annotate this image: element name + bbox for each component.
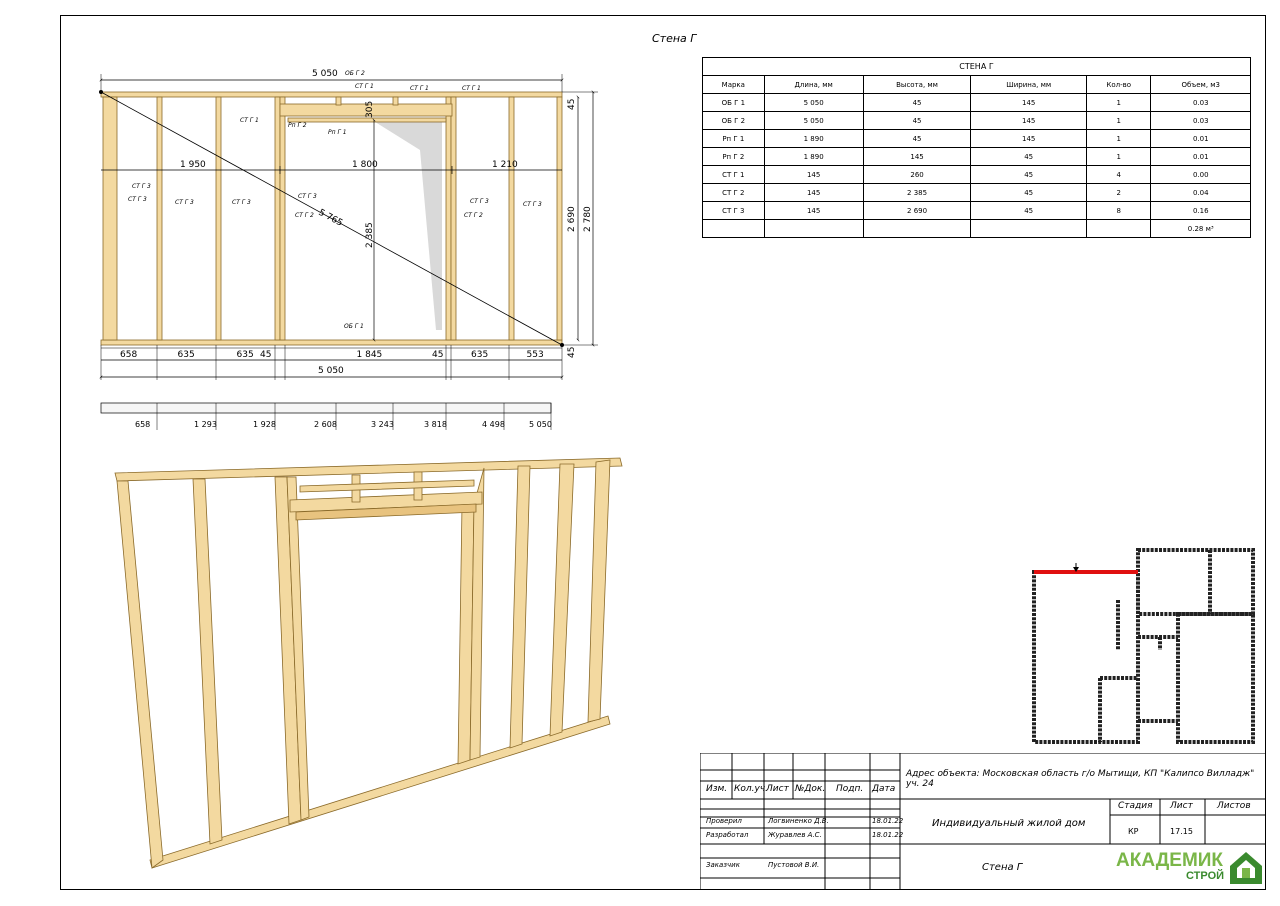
table-cell: 145 — [764, 202, 863, 220]
table-header-cell: Длина, мм — [764, 76, 863, 94]
table-cell: 45 — [971, 148, 1086, 166]
iso-stud — [588, 460, 610, 722]
project-name: Индивидуальный жилой дом — [932, 818, 1086, 829]
title-block-role: Проверил — [706, 817, 742, 825]
stud — [275, 97, 280, 340]
logo-line1: АКАДЕМИК — [1116, 850, 1224, 871]
title-block-col-header: Изм. — [706, 784, 728, 794]
bottom-dim-value: 635 — [177, 350, 195, 360]
stud — [157, 97, 162, 340]
strip-cumulative-value: 1 293 — [194, 420, 217, 429]
bottom-dim-value: 1 845 — [356, 350, 383, 360]
sheet-title: Стена Г — [652, 32, 697, 45]
strip-cumulative-value: 1 928 — [253, 420, 276, 429]
bottom-dim-value: 45 — [432, 350, 444, 360]
tag-st-g2-b: СТ Г 2 — [464, 212, 483, 219]
dim-plate-top: 45 — [567, 98, 577, 110]
table-cell: 1 — [1086, 148, 1151, 166]
table-header-cell: Кол-во — [1086, 76, 1151, 94]
dim-header: 305 — [365, 100, 375, 118]
table-cell: 145 — [764, 184, 863, 202]
bottom-dim-value: 658 — [120, 350, 138, 360]
table-caption: СТЕНА Г — [703, 58, 1251, 76]
table-cell: 0.00 — [1151, 166, 1251, 184]
stud — [446, 97, 451, 340]
table-cell: 1 — [1086, 112, 1151, 130]
table-cell: 45 — [863, 112, 971, 130]
tag-st-g3-e: СТ Г 3 — [298, 193, 317, 200]
table-cell: 145 — [764, 166, 863, 184]
iso-stud — [117, 481, 163, 868]
table-cell: 5 050 — [764, 94, 863, 112]
logo-house-icon — [1228, 850, 1264, 886]
tag-st-g3-b: СТ Г 3 — [128, 196, 147, 203]
table-cell: 2 385 — [863, 184, 971, 202]
dim-total-height: 2 780 — [583, 206, 593, 232]
strip-cumulative-value: 5 050 — [529, 420, 552, 429]
table-cell: 45 — [863, 130, 971, 148]
table-header-cell: Ширина, мм — [971, 76, 1086, 94]
strip-cumulative-value: 3 818 — [424, 420, 447, 429]
title-block-name: Журавлев А.С. — [768, 831, 822, 839]
title-block-date: 18.01.22 — [872, 831, 904, 839]
cripple-1 — [336, 97, 341, 105]
opening-shade — [372, 120, 442, 330]
dim-stud-height: 2 690 — [567, 206, 577, 232]
table-cell: 145 — [971, 112, 1086, 130]
table-cell: 1 — [1086, 94, 1151, 112]
table-cell: Рп Г 2 — [703, 148, 765, 166]
title-block-col-header: Подп. — [836, 784, 864, 794]
stage-value: КР — [1128, 827, 1139, 836]
table-cell: 1 890 — [764, 130, 863, 148]
plan-room-right — [1178, 614, 1253, 742]
title-block-col-header: №Док. — [795, 784, 826, 794]
tag-rp-g2: Рп Г 2 — [288, 122, 307, 129]
plan-room-left — [1034, 572, 1138, 742]
table-cell: СТ Г 3 — [703, 202, 765, 220]
table-cell: 8 — [1086, 202, 1151, 220]
table-cell: 45 — [971, 166, 1086, 184]
dim-segment-3: 1 210 — [492, 160, 518, 170]
object-address: Адрес объекта: Московская область г/о Мытищи, КП "Калипсо Вилладж" уч. 24 — [906, 769, 1255, 789]
table-header-cell: Объем, м3 — [1151, 76, 1251, 94]
table-cell: 0.01 — [1151, 130, 1251, 148]
tag-st-g1-d: СТ Г 1 — [240, 117, 259, 124]
table-cell: СТ Г 2 — [703, 184, 765, 202]
strip-cumulative-value: 658 — [135, 420, 151, 429]
tag-rp-g1: Рп Г 1 — [328, 129, 347, 136]
logo-line2: СТРОЙ — [1186, 870, 1225, 882]
tag-st-g3-g: СТ Г 3 — [523, 201, 542, 208]
table-cell: 45 — [863, 94, 971, 112]
table-cell: ОБ Г 2 — [703, 112, 765, 130]
table-cell: 4 — [1086, 166, 1151, 184]
table-cell: 1 — [1086, 130, 1151, 148]
title-block-name: Пустовой В.И. — [768, 861, 820, 869]
strip-cumulative-value: 4 498 — [482, 420, 505, 429]
table-cell: СТ Г 1 — [703, 166, 765, 184]
iso-stud — [510, 466, 530, 748]
table-cell: 0.01 — [1151, 148, 1251, 166]
table-header-cell: Марка — [703, 76, 765, 94]
wall-elevation — [99, 69, 598, 380]
sheet-name: Стена Г — [982, 862, 1023, 873]
stage-label: Стадия — [1118, 801, 1153, 811]
plan-strip — [101, 403, 552, 430]
iso-stud — [550, 464, 574, 736]
plan-room-top — [1138, 550, 1253, 614]
bottom-dim-value: 45 — [260, 350, 272, 360]
wall-3d-view — [115, 458, 622, 868]
stud — [509, 97, 514, 340]
sheet-label: Лист — [1170, 801, 1193, 811]
table-header-cell: Высота, мм — [863, 76, 971, 94]
stud — [216, 97, 221, 340]
title-block-date: 18.01.22 — [872, 817, 904, 825]
tag-ob-g1: ОБ Г 1 — [344, 323, 364, 330]
table-total-cell: 0.28 м³ — [1151, 220, 1251, 238]
tag-st-g1-c: СТ Г 1 — [462, 85, 481, 92]
table-cell: 145 — [971, 130, 1086, 148]
dim-opening-height: 2 385 — [365, 222, 375, 248]
top-plate — [101, 92, 562, 97]
bottom-dim-value: 553 — [526, 350, 544, 360]
iso-stud — [193, 479, 222, 844]
bottom-plate — [101, 340, 562, 345]
dim-overall-top: 5 050 — [312, 69, 338, 79]
dim-overall-bottom: 5 050 — [318, 366, 344, 376]
tag-st-g3-a: СТ Г 3 — [132, 183, 151, 190]
table-cell: 45 — [971, 184, 1086, 202]
tag-st-g3-c: СТ Г 3 — [175, 199, 194, 206]
table-cell: 1 890 — [764, 148, 863, 166]
table-cell: ОБ Г 1 — [703, 94, 765, 112]
table-cell: 0.16 — [1151, 202, 1251, 220]
tag-st-g3-d: СТ Г 3 — [232, 199, 251, 206]
stud — [103, 97, 117, 340]
table-cell: 2 — [1086, 184, 1151, 202]
title-block-col-header: Кол.уч. — [734, 784, 769, 794]
title-block-col-header: Дата — [872, 784, 896, 794]
table-cell: 0.03 — [1151, 94, 1251, 112]
sheet-value: 17.15 — [1170, 827, 1193, 836]
tag-st-g2-a: СТ Г 2 — [295, 212, 314, 219]
tag-st-g1-b: СТ Г 1 — [410, 85, 429, 92]
title-block-role: Разработал — [706, 831, 749, 839]
bottom-dim-value: 635 — [471, 350, 489, 360]
tag-st-g1-a: СТ Г 1 — [355, 83, 374, 90]
cripple-2 — [393, 97, 398, 105]
title-block-name: Логвиненко Д.В. — [768, 817, 829, 825]
table-cell: Рп Г 1 — [703, 130, 765, 148]
title-block-col-header: Лист — [766, 784, 789, 794]
table-cell: 260 — [863, 166, 971, 184]
table-cell: 45 — [971, 202, 1086, 220]
dim-plate-bottom: 45 — [567, 346, 577, 358]
bottom-dim-value: 635 — [236, 350, 254, 360]
tag-st-g3-f: СТ Г 3 — [470, 198, 489, 205]
dim-segment-1: 1 950 — [180, 160, 206, 170]
table-cell: 2 690 — [863, 202, 971, 220]
stud — [280, 97, 285, 340]
strip-cumulative-value: 3 243 — [371, 420, 394, 429]
stud — [451, 97, 456, 340]
title-block-role: Заказчик — [706, 861, 740, 869]
table-cell: 5 050 — [764, 112, 863, 130]
strip-cumulative-value: 2 608 — [314, 420, 337, 429]
tag-ob-g2: ОБ Г 2 — [345, 70, 365, 77]
sheets-label: Листов — [1217, 801, 1251, 811]
table-cell: 145 — [863, 148, 971, 166]
company-logo — [1114, 848, 1264, 888]
key-floor-plan — [1030, 545, 1260, 750]
table-cell: 0.04 — [1151, 184, 1251, 202]
table-cell: 145 — [971, 94, 1086, 112]
dim-segment-2: 1 800 — [352, 160, 378, 170]
stud — [557, 97, 562, 340]
table-cell: 0.03 — [1151, 112, 1251, 130]
dim-diagonal: 5 765 — [316, 207, 345, 229]
